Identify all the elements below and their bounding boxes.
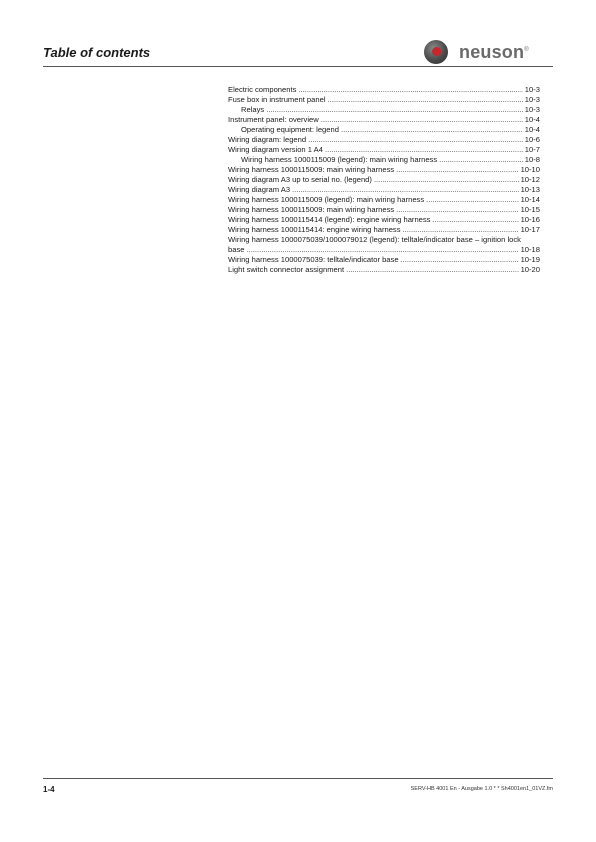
toc-entry-page: 10-14 — [520, 195, 540, 204]
toc-entry-title: Wiring harness 1000115414 (legend): engine wiring harness — [228, 215, 431, 224]
toc-leader — [396, 205, 518, 215]
toc-entry-title: Wiring harness 1000115009 (legend): main wiring harness — [228, 195, 425, 204]
toc-subentry[interactable] — [228, 125, 540, 135]
toc-entry[interactable] — [228, 225, 540, 235]
table-of-contents — [228, 85, 540, 275]
toc-leader — [292, 185, 519, 195]
toc-entry-page: 10-6 — [524, 135, 540, 144]
toc-leader — [403, 225, 519, 235]
toc-entry-page: 10-13 — [520, 185, 540, 194]
toc-entry[interactable] — [228, 265, 540, 275]
toc-leader — [426, 195, 518, 205]
toc-entry[interactable] — [228, 185, 540, 195]
toc-entry-page: 10-20 — [520, 265, 540, 274]
toc-entry-title: Fuse box in instrument panel — [228, 95, 326, 104]
toc-subentry[interactable] — [228, 155, 540, 165]
toc-entry[interactable] — [228, 115, 540, 125]
toc-entry-title: Wiring diagram: legend — [228, 135, 307, 144]
toc-leader — [328, 95, 523, 105]
toc-leader — [432, 215, 518, 225]
toc-entry[interactable] — [228, 235, 540, 255]
toc-leader — [325, 145, 523, 155]
toc-entry[interactable] — [228, 175, 540, 185]
toc-entry-page: 10-3 — [524, 85, 540, 94]
toc-entry-page: 10-16 — [520, 215, 540, 224]
toc-entry[interactable] — [228, 195, 540, 205]
toc-entry-title: Relays — [241, 105, 265, 114]
toc-entry-title: Wiring harness 1000115009: main wiring harness — [228, 205, 395, 214]
toc-entry-title: Instrument panel: overview — [228, 115, 319, 124]
toc-entry-title: Wiring harness 1000075039/1000079012 (legend): telltale/indicator base – ignition lock — [228, 235, 521, 244]
toc-leader — [246, 245, 518, 255]
toc-entry[interactable] — [228, 165, 540, 175]
document-reference: SERV-HB 4001 En - Ausgabe 1.0 * * Sh4001en1_01VZ.fm — [410, 786, 553, 792]
toc-leader — [401, 255, 519, 265]
toc-entry[interactable] — [228, 135, 540, 145]
toc-entry[interactable] — [228, 95, 540, 105]
toc-entry-page: 10-3 — [524, 105, 540, 114]
toc-leader — [308, 135, 523, 145]
logo-emblem-icon — [424, 40, 448, 64]
toc-entry-title: Wiring diagram version 1 A4 — [228, 145, 323, 154]
toc-entry[interactable] — [228, 215, 540, 225]
toc-entry[interactable] — [228, 145, 540, 155]
toc-entry[interactable] — [228, 85, 540, 95]
toc-subentry[interactable] — [228, 105, 540, 115]
toc-entry-page: 10-8 — [524, 155, 540, 164]
toc-leader — [341, 125, 523, 135]
toc-entry-page: 10-7 — [524, 145, 540, 154]
header-divider — [43, 66, 553, 67]
toc-entry-page: 10-19 — [520, 255, 540, 264]
logo-wordmark: neuson® — [459, 41, 529, 62]
toc-leader — [298, 85, 522, 95]
toc-entry-title: Wiring diagram A3 — [228, 185, 291, 194]
brand-logo — [424, 40, 529, 64]
toc-leader — [396, 165, 518, 175]
footer-divider — [43, 778, 553, 779]
toc-entry-title: Electric components — [228, 85, 297, 94]
toc-entry-page: 10-18 — [520, 245, 540, 254]
toc-entry-title: Light switch connector assignment — [228, 265, 345, 274]
toc-entry-title: Wiring harness 1000075039: telltale/indicator base — [228, 255, 399, 264]
toc-entry-page: 10-4 — [524, 115, 540, 124]
toc-leader — [266, 105, 523, 115]
page-number: 1-4 — [43, 785, 55, 794]
toc-leader — [439, 155, 523, 165]
page-title: Table of contents — [43, 45, 151, 60]
toc-entry-title: Wiring harness 1000115414: engine wiring harness — [228, 225, 401, 234]
toc-entry-page: 10-15 — [520, 205, 540, 214]
toc-leader — [346, 265, 518, 275]
toc-entry-page: 10-4 — [524, 125, 540, 134]
toc-entry-title: Operating equipment: legend — [241, 125, 339, 134]
toc-entry-page: 10-12 — [520, 175, 540, 184]
toc-entry-title: Wiring harness 1000115009: main wiring harness — [228, 165, 395, 174]
toc-entry-page: 10-10 — [520, 165, 540, 174]
toc-leader — [374, 175, 519, 185]
toc-entry[interactable] — [228, 255, 540, 265]
toc-entry-title-continued: base — [228, 245, 245, 254]
toc-entry-title: Wiring diagram A3 up to serial no. (legend) — [228, 175, 372, 184]
toc-entry[interactable] — [228, 205, 540, 215]
toc-leader — [321, 115, 523, 125]
toc-entry-title: Wiring harness 1000115009 (legend): main wiring harness — [241, 155, 438, 164]
toc-entry-page: 10-3 — [524, 95, 540, 104]
toc-entry-page: 10-17 — [520, 225, 540, 234]
